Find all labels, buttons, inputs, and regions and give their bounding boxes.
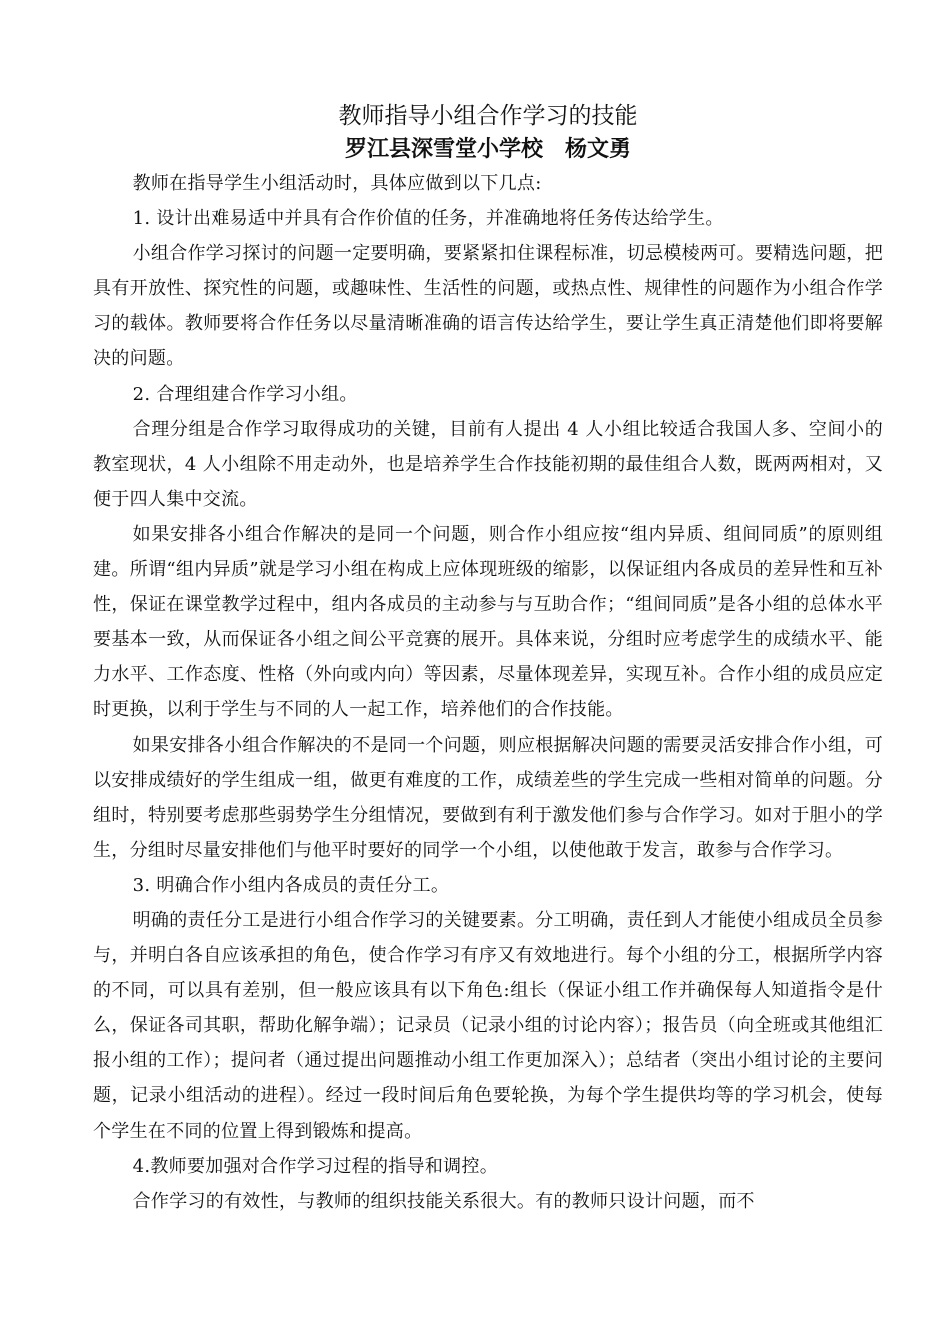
section-heading-1: 1. 设计出难易适中并具有合作价值的任务，并准确地将任务传达给学生。	[132, 208, 724, 230]
author-line	[93, 132, 883, 166]
section-heading-3: 3. 明确合作小组内各成员的责任分工。	[132, 874, 450, 896]
paragraph: 如果安排各小组合作解决的不是同一个问题，则应根据解决问题的需要灵活安排合作小组，可以安排成绩好的学生组成一组，做更有难度的工作，成绩差些的学生完成一些相对简单的问题。分组时，特别要考虑那些弱势学生分组情况，要做到有利于激发他们参与合作学习。如对于胆小的学生，分组时尽量安排他们与他平时要好的同学一个小组，以使他敢于发言，敢参与合作学习。	[93, 734, 883, 861]
paragraph: 合作学习的有效性，与教师的组织技能关系很大。有的教师只设计问题，而不	[132, 1190, 755, 1212]
paragraph: 小组合作学习探讨的问题一定要明确，要紧紧扣住课程标准，切忌模棱两可。要精选问题，把具有开放性、探究性的问题，或趣味性、生活性的问题，或热点性、规律性的问题作为小组合作学习的载体。教师要将合作任务以尽量清晰准确的语言传达给学生，要让学生真正清楚他们即将要解决的问题。	[93, 243, 883, 370]
document-body	[93, 166, 883, 1219]
paragraph: 如果安排各小组合作解决的是同一个问题，则合作小组应按“组内异质、组间同质”的原则组建。所谓“组内异质”就是学习小组在构成上应体现班级的缩影，以保证组内各成员的差异性和互补性，保证在课堂教学过程中，组内各成员的主动参与与互助合作；“组间同质”是各小组的总体水平要基本一致，从而保证各小组之间公平竞赛的展开。具体来说，分组时应考虑学生的成绩水平、能力水平、工作态度、性格（外向或内向）等因素，尽量体现差异，实现互补。合作小组的成员应定时更换，以利于学生与不同的人一起工作，培养他们的合作技能。	[93, 523, 883, 721]
paragraph-intro: 教师在指导学生小组活动时，具体应做到以下几点:	[132, 173, 542, 194]
section-heading-2: 2. 合理组建合作学习小组。	[132, 383, 358, 405]
author-name: 杨文勇	[565, 136, 632, 162]
paragraph: 合理分组是合作学习取得成功的关键，目前有人提出 4 人小组比较适合我国人多、空间小的教室现状，4 人小组除不用走动外，也是培养学生合作技能初期的最佳组合人数，既两两相对，又便于四人集中交流。	[93, 418, 883, 510]
author-school: 罗江县深雪堂小学校	[344, 136, 543, 162]
document-title: 教师指导小组合作学习的技能	[338, 103, 638, 129]
document-content	[93, 92, 883, 1219]
paragraph: 明确的责任分工是进行小组合作学习的关键要素。分工明确，责任到人才能使小组成员全员参与，并明白各自应该承担的角色，使合作学习有序又有效地进行。每个小组的分工，根据所学内容的不同，可以具有差别，但一般应该具有以下角色:组长（保证小组工作并确保每人知道指令是什么，保证各司其职，帮助化解争端）；记录员（记录小组的讨论内容）；报告员（向全班或其他组汇报小组的工作）；提问者（通过提出问题推动小组工作更加深入）；总结者（突出小组讨论的主要问题，记录小组活动的进程）。经过一段时间后角色要轮换，为每个学生提供均等的学习机会，使每个学生在不同的位置上得到锻炼和提高。	[93, 909, 883, 1142]
section-heading-4: 4.教师要加强对合作学习过程的指导和调控。	[132, 1155, 499, 1177]
